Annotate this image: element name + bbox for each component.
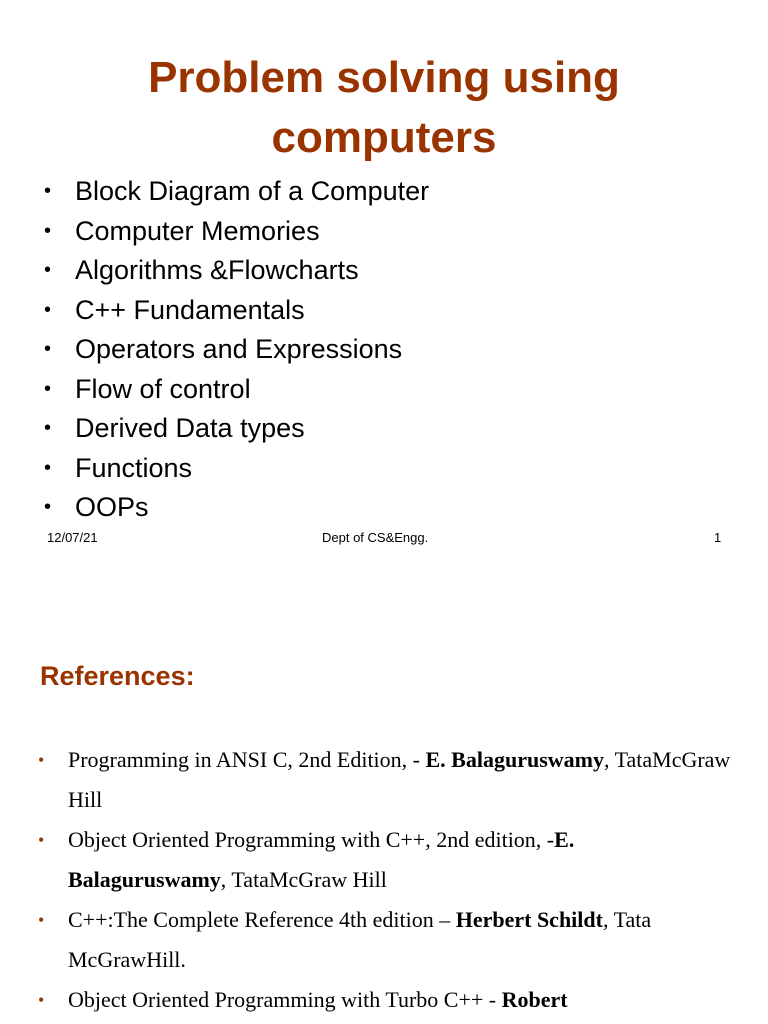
topic-list: [44, 172, 429, 528]
reference-item: [38, 900, 738, 980]
slide-title: [0, 48, 768, 168]
footer-page-number: 1: [714, 530, 722, 545]
reference-publisher: , TataMcGraw Hill: [220, 867, 387, 892]
bullet-icon: •: [38, 990, 45, 1010]
bullet-icon: •: [44, 338, 52, 360]
topic-label: Functions: [75, 452, 193, 483]
reference-text: C++:The Complete Reference 4th edition –: [68, 907, 456, 932]
title-line-1: Problem solving using: [148, 53, 620, 102]
title-line-2: computers: [271, 113, 497, 162]
topic-label: Flow of control: [75, 373, 251, 404]
topic-item: [44, 172, 429, 212]
reference-publisher: , Tata McGrawHill.: [68, 907, 652, 972]
topic-item: [44, 449, 429, 489]
topic-item: [44, 212, 429, 252]
topic-item: [44, 330, 429, 370]
reference-publisher: , TataMcGraw Hill: [68, 747, 731, 812]
footer-dept: Dept of CS&Engg.: [322, 530, 429, 545]
reference-author: Herbert Schildt: [455, 907, 603, 932]
reference-text: Object Oriented Programming with C++, 2nd edition, -: [68, 827, 555, 852]
topic-item: [44, 291, 429, 331]
references-heading: References:: [40, 661, 195, 691]
reference-item: [38, 740, 738, 820]
reference-text: Object Oriented Programming with Turbo C++ -: [68, 987, 502, 1012]
reference-item: [38, 820, 738, 900]
topic-label: C++ Fundamentals: [75, 294, 305, 325]
topic-item: [44, 488, 429, 528]
bullet-icon: •: [44, 219, 52, 242]
topic-label: OOPs: [75, 492, 149, 522]
bullet-icon: •: [44, 456, 52, 479]
reference-author: Robert: [501, 987, 568, 1012]
bullet-icon: •: [44, 180, 52, 202]
reference-text: Programming in ANSI C, 2nd Edition, -: [68, 747, 426, 772]
reference-item: [38, 980, 738, 1020]
reference-author: E. Balaguruswamy: [425, 747, 604, 772]
bullet-icon: •: [38, 750, 45, 770]
topic-label: Computer Memories: [75, 215, 320, 246]
topic-label: Operators and Expressions: [75, 334, 403, 364]
topic-item: [44, 251, 429, 291]
topic-label: Derived Data types: [75, 413, 305, 443]
reference-author: E. Balaguruswamy: [68, 827, 575, 892]
bullet-icon: •: [44, 377, 52, 400]
bullet-icon: •: [44, 259, 52, 281]
bullet-icon: •: [44, 298, 52, 321]
bullet-icon: •: [44, 417, 52, 439]
reference-list: [38, 740, 738, 1020]
topic-label: Block Diagram of a Computer: [75, 176, 430, 206]
bullet-icon: •: [38, 910, 45, 930]
bullet-icon: •: [44, 496, 52, 518]
topic-label: Algorithms &Flowcharts: [75, 255, 359, 285]
bullet-icon: •: [38, 830, 45, 850]
footer-date: 12/07/21: [47, 530, 98, 545]
topic-item: [44, 370, 429, 410]
topic-item: [44, 409, 429, 449]
